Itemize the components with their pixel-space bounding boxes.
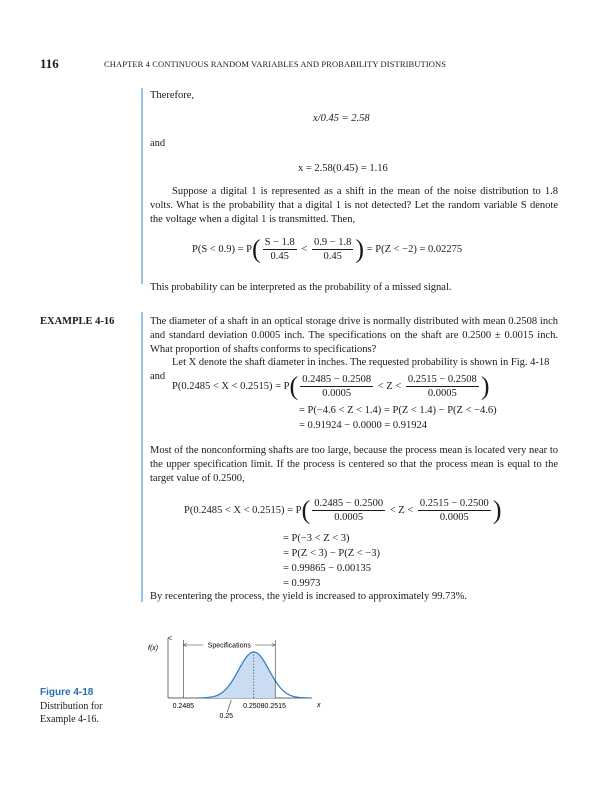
equation-a-line2: = P(−4.6 < Z < 1.4) = P(Z < 1.4) − P(Z < −4.6) — [299, 405, 497, 416]
eq3-den1: 0.45 — [270, 251, 289, 262]
eqB-lhs: P(0.2485 < X < 0.2515) = P — [184, 504, 302, 516]
equation-b-line4: = 0.99865 − 0.00135 — [283, 563, 371, 574]
eqA-mid: < Z < — [377, 380, 402, 392]
chapter-title: CHAPTER 4 CONTINUOUS RANDOM VARIABLES AND PROBABILITY DISTRIBUTIONS — [104, 59, 447, 69]
tick-label-target: 0.25 — [219, 713, 234, 720]
example-label: EXAMPLE 4-16 — [40, 316, 115, 327]
eq3-rhs: = P(Z < −2) = 0.02275 — [366, 243, 463, 255]
tick-label-mean: 0.2508 — [243, 703, 265, 710]
equation-b-line2: = P(−3 < Z < 3) — [283, 533, 350, 544]
equation-a-line3: = 0.91924 − 0.0000 = 0.91924 — [299, 420, 428, 431]
paragraph-digital-one: Suppose a digital 1 is represented as a shift in the mean of the noise distribution to 1.8 volts. What is the probability that a digital 1 is not detected? Let the random variable S denote the voltage when a digital 1 is transmitted. Then, — [150, 186, 558, 225]
eqB-num1: 0.2485 − 0.2500 — [314, 498, 384, 509]
eq3-num2: 0.9 − 1.8 — [313, 237, 352, 248]
eqB-num2: 0.2515 − 0.2500 — [419, 498, 489, 509]
eq3-lhs: P(S < 0.9) = P — [192, 243, 252, 255]
figure-label: Figure 4-18 — [40, 687, 94, 698]
eqA-num2: 0.2515 − 0.2508 — [407, 374, 477, 385]
tick-label-upper: 0.2515 — [264, 703, 286, 710]
eqA-num1: 0.2485 − 0.2508 — [302, 374, 372, 385]
eqB-den2: 0.0005 — [439, 512, 469, 523]
eq3-den2: 0.45 — [323, 251, 342, 262]
specifications-label: Specifications — [207, 642, 251, 650]
eq3-num1: S − 1.8 — [264, 237, 295, 248]
page-number: 116 — [40, 56, 59, 71]
margin-bar-top — [141, 88, 143, 284]
equation-b-line1: P(0.2485 < X < 0.2515) = P( $\frac{0.2485 - 0.2500}{0.0005}$ < Z < $\frac{0.2515 - 0.2500}{0.0005}$ ) — [184, 495, 502, 525]
therefore-text: Therefore, — [150, 90, 195, 101]
example-problem-text: The diameter of a shaft in an optical storage drive is normally distributed with mean 0.2508 inch and standard deviation 0.0005 inch. The specifications on the shaft are 0.2500 ± 0.0015 inch. What proportion of shafts conforms to specifications? — [150, 316, 558, 355]
and-text: and — [150, 138, 166, 149]
equation-2: x = 2.58(0.45) = 1.16 — [298, 163, 388, 174]
paragraph-nonconforming: Most of the nonconforming shafts are too large, because the process mean is located very near to the upper specification limit. If the process is centered so that the process mean is equal to the target value of 0.2500, — [150, 445, 558, 484]
distribution-chart — [140, 630, 340, 730]
equation-a-line1: P(0.2485 < X < 0.2515) = P( $\frac{0.2485 - 0.2508}{0.0005}$ < Z < $\frac{0.2515 - 0.2508}{0.0005}$ ) — [172, 371, 490, 401]
y-axis-label: f(x) — [148, 645, 159, 652]
eqA-lhs: P(0.2485 < X < 0.2515) = P — [172, 380, 290, 392]
equation-1: x/0.45 = 2.58 — [313, 113, 370, 124]
margin-bar-example — [141, 312, 143, 602]
eqB-mid: < Z < — [389, 504, 414, 516]
paragraph-missed-signal: This probability can be interpreted as the probability of a missed signal. — [150, 282, 452, 293]
eq3-mid: < — [301, 243, 308, 255]
x-axis-label: x — [317, 702, 321, 709]
figure-caption-line1: Distribution for — [40, 701, 103, 712]
shaded-probability-area — [199, 652, 276, 698]
eqB-den1: 0.0005 — [334, 512, 364, 523]
equation-3: P(S < 0.9) = P( $\frac{S - 1.8}{0.45}$ < $\frac{0.9 - 1.8}{0.45}$ ) = P(Z < −2) = 0.02275 — [192, 234, 463, 264]
equation-b-line5: = 0.9973 — [283, 578, 321, 589]
figure-caption-line2: Example 4-16. — [40, 714, 99, 725]
eqA-den1: 0.0005 — [322, 388, 352, 399]
target-pointer-line — [227, 700, 231, 712]
paragraph-recentering: By recentering the process, the yield is increased to approximately 99.73%. — [150, 591, 467, 602]
example-solution-intro: Let X denote the shaft diameter in inches. The requested probability is shown in Fig. 4-18 and — [150, 357, 550, 382]
eqA-den2: 0.0005 — [427, 388, 457, 399]
equation-b-line3: = P(Z < 3) − P(Z < −3) — [283, 548, 380, 559]
tick-label-lower: 0.2485 — [172, 703, 195, 710]
